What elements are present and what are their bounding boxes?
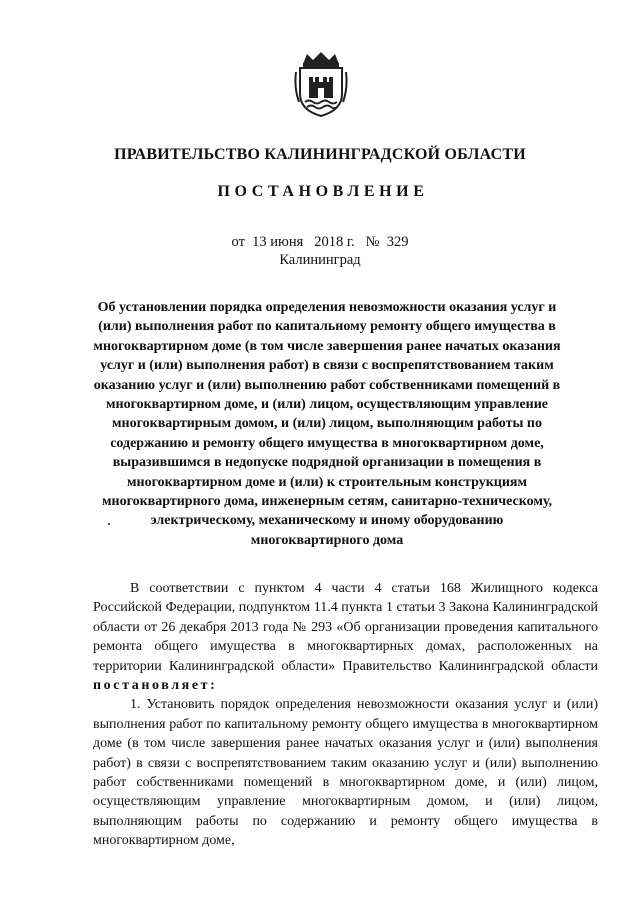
document-number: 329 (386, 234, 409, 250)
decree-body (93, 579, 598, 851)
date-line (0, 234, 640, 251)
decree-subject: Об установлении порядка определения невозможности оказания услуг и (или) выполнения работ по капитальному ремонту общего имущества в многоквартирном доме (в том числе завершения ранее начатых оказания услуг и (или) выполнения работ) в связи с воспрепятствованием таким оказанию услуг и (или) выполнению работ собственниками помещений в многоквартирном доме, и (или) лицом, осуществляющим управление многоквартирным домом, и (или) лицом, выполняющим работы по содержанию и ремонту общего имущества в многоквартирном доме, выразившимся в недопуске подрядной организации в помещения в многоквартирном доме и (или) к строительным конструкциям многоквартирного дома, инженерным сетям, санитарно-техническому, электрическому, механическому и иному оборудованию многоквартирного дома (93, 300, 561, 548)
date-year: 2018 г. (314, 234, 355, 250)
scan-speck (108, 523, 110, 525)
resolves-word: постановляет: (93, 678, 218, 694)
government-name: ПРАВИТЕЛЬСТВО КАЛИНИНГРАДСКОЙ ОБЛАСТИ (114, 146, 526, 163)
date-day-month: 13 июня (252, 234, 304, 250)
preamble-paragraph (93, 579, 598, 695)
date-prefix: от (231, 234, 245, 250)
coat-of-arms-icon (293, 50, 349, 118)
city: Калининград (279, 252, 361, 268)
item-1-paragraph: 1. Установить порядок определения невозможности оказания услуг и (или) выполнения работ по капитальному ремонту общего имущества в многоквартирном доме (в том числе завершения ранее начатых оказания услуг и (или) выполнения работ) в связи с воспрепятствованием таким оказанию услуг и (или) выполнению работ собственниками помещений в многоквартирном доме, и (или) лицом, осуществляющим управление многоквартирным домом, и (или) лицом, выполняющим работы по содержанию и ремонту общего имущества в многоквартирном доме, (93, 697, 598, 849)
document-type: ПОСТАНОВЛЕНИЕ (217, 183, 429, 200)
preamble-text: В соответствии с пунктом 4 части 4 статьи 168 Жилищного кодекса Российской Федерации, подпунктом 11.4 пункта 1 статьи 3 Закона Калининградской области от 26 декабря 2013 года № 293 «Об организации проведения капитального ремонта общего имущества в многоквартирных домах, расположенных на территории Калининградской области» Правительство Калининградской области (93, 581, 598, 674)
number-sign: № (365, 234, 380, 250)
